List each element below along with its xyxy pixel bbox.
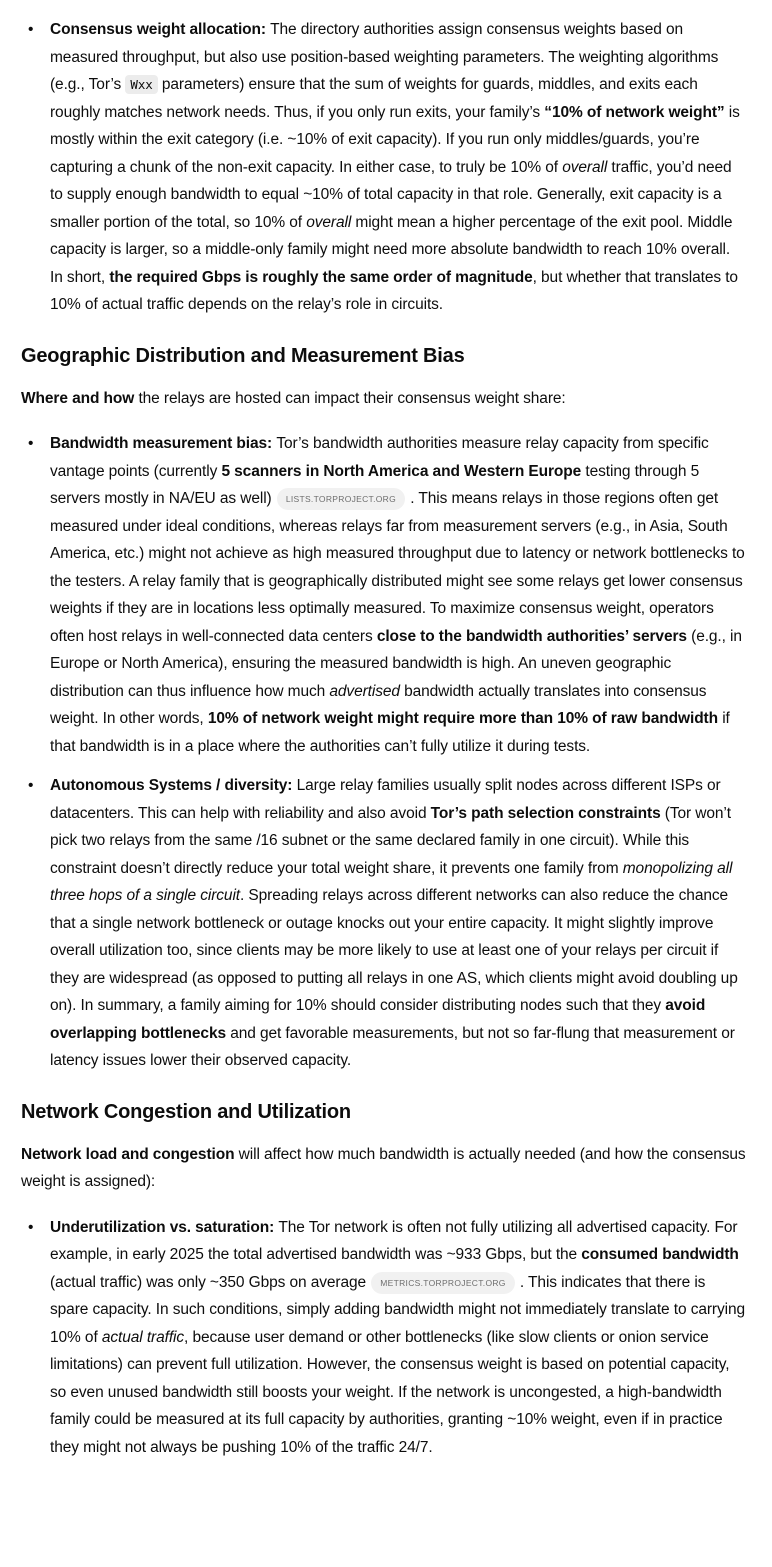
bullet-list-congestion xyxy=(21,1214,747,1462)
list-item-text: • Autonomous Systems / diversity: Large relay families usually split nodes across different ISPs or datacenters. This can help with reliability and also avoid Tor’s path selection constraints (Tor won’t pick two relays from the same /16 subnet or the same declared family in one circuit). While this constraint doesn’t directly reduce your total weight share, it prevents one family from monopolizing all three hops of a single circuit. Spreading relays across different networks can also reduce the chance that a single network bottleneck or outage knocks out your entire capacity. It might slightly improve overall utilization too, since clients may be more likely to use at least one of your relays per circuit if they are widespread (as opposed to putting all relays in one AS, which clients might avoid doubling up on). In summary, a family aiming for 10% should consider distributing nodes such that they avoid overlapping bottlenecks and get favorable measurements, but not so far-flung that measurement or latency issues lower their observed capacity. xyxy=(50,777,738,1069)
italic-text: overall xyxy=(562,158,608,176)
bullet-list-consensus xyxy=(21,16,747,319)
heading-geographic-distribution: Geographic Distribution and Measurement Bias xyxy=(21,344,465,367)
list-item-text: • Consensus weight allocation: The directory authorities assign consensus weights based on measured throughput, but also use position-based weighting parameters. The weighting algorithms (e.g., Tor’s Wxx parameters) ensure that the sum of weights for guards, middles, and exits each roughly matches network needs. Thus, if you only run exits, your family’s “10% of network weight” is mostly within the exit category (i.e. ~10% of exit capacity). If you run only middles/guards, you’re capturing a chunk of the non-exit capacity. In either case, to truly be 10% of overall traffic, you’d need to supply enough bandwidth to equal ~10% of total capacity in that role. Generally, exit capacity is a smaller portion of the total, so 10% of overall might mean a higher percentage of the exit pool. Middle capacity is larger, so a middle-only family might need more absolute bandwidth to reach 10% overall. In short, the required Gbps is roughly the same order of magnitude, but whether that translates to 10% of actual traffic depends on the relay’s role in circuits. xyxy=(50,21,740,313)
bold-text: the required Gbps is roughly the same order of magnitude xyxy=(109,268,533,286)
bold-text: Consensus weight allocation: xyxy=(50,21,271,38)
list-item-text: • Bandwidth measurement bias: Tor’s bandwidth authorities measure relay capacity from specific vantage points (currently 5 scanners in North America and Western Europe testing through 5 servers mostly in NA/EU as well) LISTS.TORPROJECT.ORG . This means relays in those regions often get measured under ideal conditions, whereas relays far from measurement servers (e.g., in Asia, South America, etc.) might not achieve as high measured throughput due to latency or network bottlenecks to the testers. A relay family that is geographically distributed might see some relays get lower consensus weights if they are in locations less optimally measured. To maximize consensus weight, operators often host relays in well-connected data centers close to the bandwidth authorities’ servers (e.g., in Europe or North America), ensuring the measured bandwidth is high. An uneven geographic distribution can thus influence how much advertised bandwidth actually translates into consensus weight. In other words, 10% of network weight might require more than 10% of raw bandwidth if that bandwidth is in a place where the authorities can’t fully utilize it during tests. xyxy=(50,435,745,755)
list-item-underutilization-vs-saturation xyxy=(21,1214,747,1462)
bold-text: consumed bandwidth xyxy=(581,1246,739,1263)
italic-text: advertised xyxy=(329,682,400,700)
bold-text: Tor’s path selection constraints xyxy=(430,804,661,822)
bold-text: Bandwidth measurement bias: xyxy=(50,435,277,452)
list-item-bandwidth-measurement-bias xyxy=(21,430,747,760)
bold-text: 5 scanners in North America and Western Europe xyxy=(221,462,582,480)
bold-text: “10% of network weight” xyxy=(544,103,725,121)
heading-network-congestion: Network Congestion and Utilization xyxy=(21,1100,351,1123)
bold-text: avoid overlapping bottlenecks xyxy=(50,997,706,1042)
citation-badge-lists-torproject[interactable]: LISTS.TORPROJECT.ORG xyxy=(277,488,405,510)
paragraph-network-load: Network load and congestion will affect how much bandwidth is actually needed (and how the consensus weight is assigned): xyxy=(21,1145,746,1190)
citation-badge-metrics-torproject[interactable]: METRICS.TORPROJECT.ORG xyxy=(371,1272,514,1294)
bold-text: Underutilization vs. saturation: xyxy=(50,1218,279,1236)
list-item-text: • Underutilization vs. saturation: The Tor network is often not fully utilizing all advertised capacity. For example, in early 2025 the total advertised bandwidth was ~933 Gbps, but the consumed bandwidth (actual traffic) was only ~350 Gbps on average METRICS.TORPROJECT.ORG . This indicates that there is spare capacity. In such conditions, simply adding bandwidth might not immediately translate to carrying 10% of actual traffic, because user demand or other bottlenecks (like slow clients or onion service limitations) can prevent full utilization. However, the consensus weight is based on potential capacity, so even unused bandwidth still boosts your weight. If the network is uncongested, a high-bandwidth family could be measured at its full capacity by authorities, granting ~10% weight, even if in practice they might not always be pushing 10% of the traffic 24/7. xyxy=(50,1218,746,1456)
inline-code: Wxx xyxy=(125,75,157,94)
bullet-list-geographic xyxy=(21,430,747,1075)
italic-text: monopolizing all three hops of a single circuit xyxy=(50,859,733,904)
italic-text: overall xyxy=(306,213,352,231)
list-item-autonomous-systems-diversity xyxy=(21,772,747,1075)
paragraph-where-and-how: Where and how the relays are hosted can impact their consensus weight share: xyxy=(21,389,566,407)
italic-text: actual traffic xyxy=(101,1328,185,1346)
list-item-consensus-weight-allocation xyxy=(21,16,747,319)
bold-text: Autonomous Systems / diversity: xyxy=(50,777,297,794)
bold-text: close to the bandwidth authorities’ servers xyxy=(376,627,687,645)
bold-text: Where and how xyxy=(21,389,135,407)
bold-text: Network load and congestion xyxy=(21,1145,235,1163)
bold-text: 10% of network weight might require more than 10% of raw bandwidth xyxy=(207,710,718,727)
